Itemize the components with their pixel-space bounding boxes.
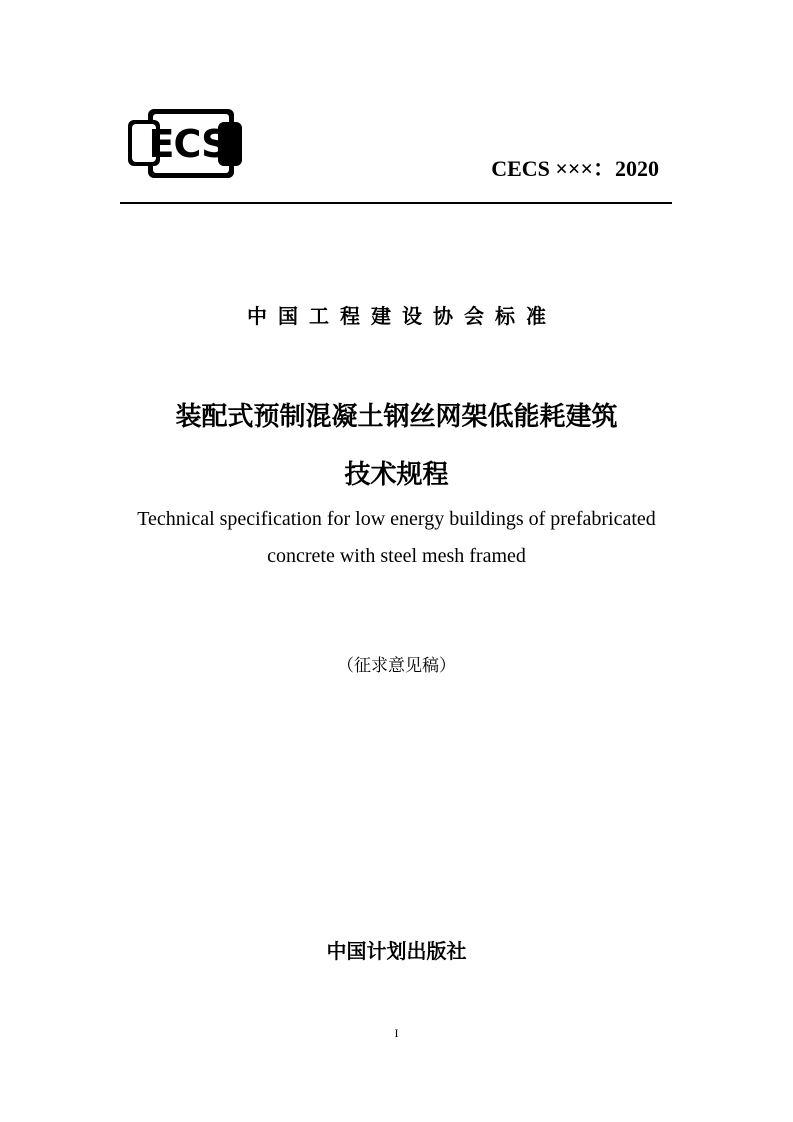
draft-status-note: （征求意见稿） [337, 656, 456, 676]
page-number: I [394, 1026, 399, 1040]
ecs-logo-icon [126, 108, 244, 180]
title-chinese-line-2: 技术规程 [344, 460, 449, 490]
organization-standard-label: 中国工程建设协会标准 [247, 304, 557, 328]
svg-text:ECS: ECS [148, 122, 228, 166]
header-divider [120, 202, 672, 204]
title-chinese-line-1: 装配式预制混凝土钢丝网架低能耗建筑 [175, 402, 618, 432]
publisher-name: 中国计划出版社 [326, 939, 467, 963]
standard-code: CECS ×××：2020 [491, 156, 659, 181]
title-english-line-1: Technical specification for low energy buildings of prefabricated [137, 508, 656, 530]
title-english-line-2: concrete with steel mesh framed [267, 545, 526, 567]
